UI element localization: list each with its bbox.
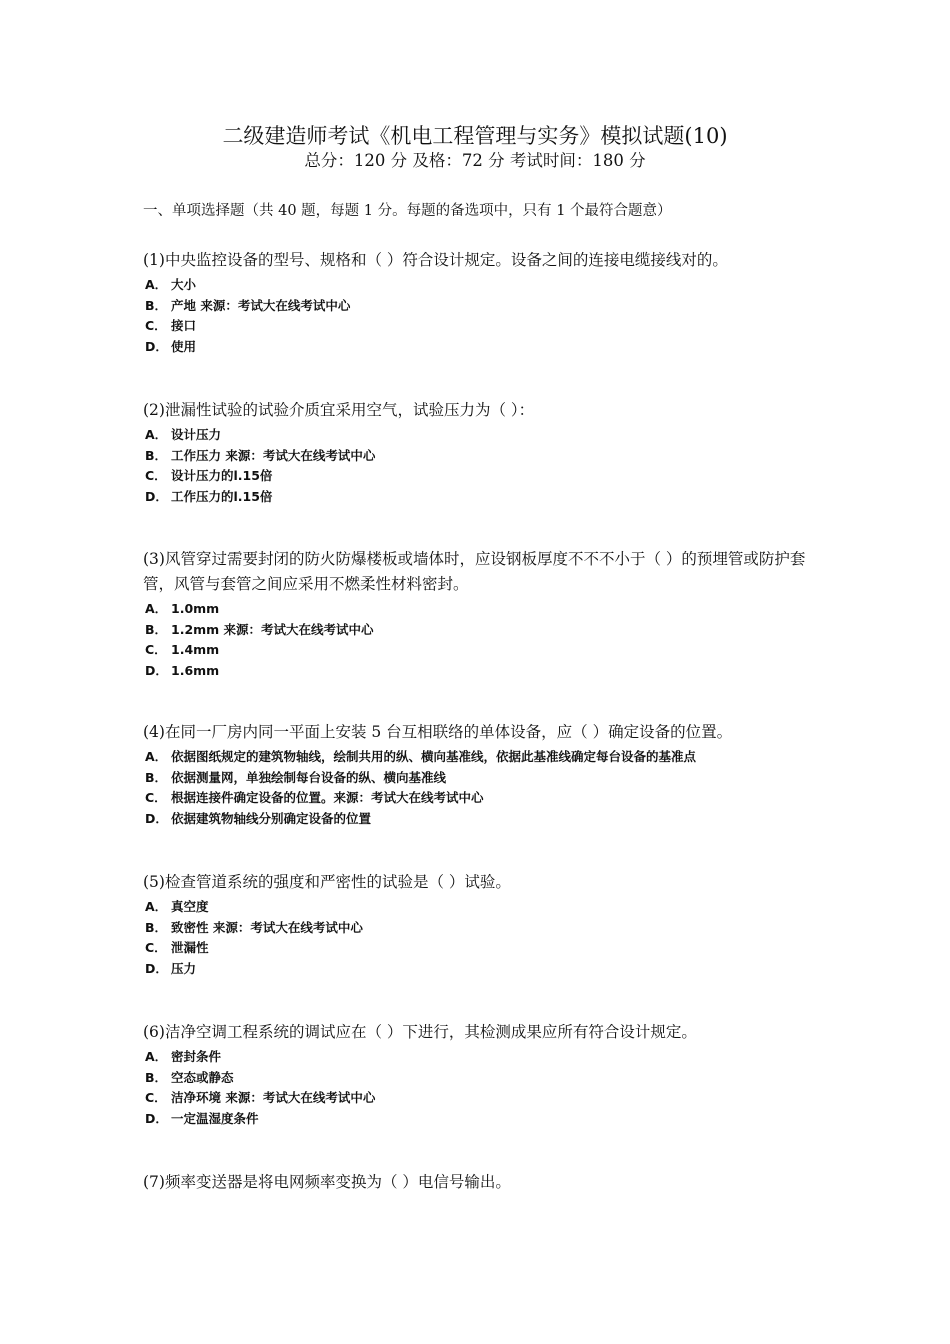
option-letter: B．	[145, 447, 168, 463]
option-letter: C．	[145, 1090, 167, 1105]
option-d[interactable]	[145, 487, 813, 508]
option-text: 空态或静态	[171, 1069, 234, 1085]
option-c[interactable]	[145, 938, 813, 959]
question-stem: (4)在同一厂房内同一平面上安装 5 台互相联络的单体设备，应（ ）确定设备的位置。	[143, 723, 733, 741]
question-2	[143, 398, 813, 507]
question-stem: (3)风管穿过需要封闭的防火防爆楼板或墙体时，应设钢板厚度不不不小于（ ）的预埋管或防护套管，风管与套管之间应采用不燃柔性材料密封。	[143, 550, 806, 593]
question-5	[143, 870, 813, 979]
option-a[interactable]	[145, 1047, 813, 1068]
option-text: 接口	[171, 318, 197, 333]
question-3	[143, 547, 813, 681]
option-b[interactable]	[145, 446, 813, 467]
option-text: 依据测量网，单独绘制每台设备的纵、横向基准线	[171, 769, 447, 785]
option-letter: B．	[145, 1069, 168, 1085]
question-6	[143, 1020, 813, 1129]
question-1	[143, 248, 813, 357]
option-c[interactable]	[145, 466, 813, 487]
option-d[interactable]	[145, 337, 813, 358]
option-text: 真空度	[171, 899, 209, 914]
option-text: 1.0mm	[171, 601, 220, 616]
option-a[interactable]	[145, 747, 813, 768]
question-stem: (2)泄漏性试验的试验介质宜采用空气，试验压力为（ ）：	[143, 401, 535, 419]
option-letter: C．	[145, 468, 167, 483]
section-heading: 一、单项选择题（共 40 题，每题 1 分。每题的备选项中，只有 1 个最符合题意）	[143, 203, 672, 219]
option-text: 依据建筑物轴线分别确定设备的位置	[171, 810, 372, 826]
option-letter: A．	[145, 1049, 168, 1064]
question-stem: (7)频率变送器是将电网频率变换为（ ）电信号输出。	[143, 1173, 511, 1191]
option-letter: A．	[145, 899, 168, 914]
option-d[interactable]	[145, 661, 813, 682]
option-text: 大小	[171, 277, 197, 292]
option-text: 使用	[171, 338, 197, 354]
option-letter: A．	[145, 277, 168, 292]
option-b[interactable]	[145, 918, 813, 939]
option-letter: C．	[145, 790, 167, 805]
option-letter: D．	[145, 338, 168, 354]
option-letter: B．	[145, 297, 168, 313]
question-stem: (6)洁净空调工程系统的调试应在（ ）下进行，其检测成果应所有符合设计规定。	[143, 1023, 697, 1041]
option-c[interactable]	[145, 1088, 813, 1109]
option-text: 设计压力	[171, 427, 222, 442]
option-letter: D．	[145, 662, 168, 678]
option-text: 1.4mm	[171, 642, 220, 657]
option-letter: A．	[145, 601, 168, 616]
option-c[interactable]	[145, 640, 813, 661]
option-letter: D．	[145, 488, 168, 504]
option-text: 工作压力 来源：考试大在线考试中心	[171, 447, 376, 463]
exam-info: 总分：120 分 及格：72 分 考试时间：180 分	[304, 151, 646, 170]
option-b[interactable]	[145, 768, 813, 789]
option-text: 根据连接件确定设备的位置。来源：考试大在线考试中心	[171, 790, 484, 805]
option-c[interactable]	[145, 316, 813, 337]
option-text: 工作压力的l.15倍	[171, 488, 273, 504]
option-text: 设计压力的l.15倍	[171, 468, 273, 483]
option-b[interactable]	[145, 620, 813, 641]
option-letter: A．	[145, 427, 168, 442]
question-stem: (1)中央监控设备的型号、规格和（ ）符合设计规定。设备之间的连接电缆接线对的。	[143, 251, 728, 269]
option-b[interactable]	[145, 1068, 813, 1089]
option-letter: D．	[145, 960, 168, 976]
option-d[interactable]	[145, 959, 813, 980]
option-a[interactable]	[145, 897, 813, 918]
option-a[interactable]	[145, 599, 813, 620]
option-b[interactable]	[145, 296, 813, 317]
option-a[interactable]	[145, 425, 813, 446]
option-letter: C．	[145, 940, 167, 955]
option-text: 洁净环境 来源：考试大在线考试中心	[171, 1090, 376, 1105]
option-letter: C．	[145, 642, 167, 657]
option-a[interactable]	[145, 275, 813, 296]
option-d[interactable]	[145, 809, 813, 830]
document-title: 二级建造师考试《机电工程管理与实务》模拟试题(10)	[222, 124, 728, 148]
option-text: 产地 来源：考试大在线考试中心	[171, 297, 351, 313]
option-letter: C．	[145, 318, 167, 333]
option-text: 密封条件	[171, 1049, 222, 1064]
option-letter: D．	[145, 810, 168, 826]
option-c[interactable]	[145, 788, 813, 809]
option-text: 1.6mm	[171, 662, 220, 678]
option-text: 一定温湿度条件	[171, 1110, 259, 1126]
option-text: 泄漏性	[171, 940, 209, 955]
option-letter: B．	[145, 621, 168, 637]
question-stem: (5)检查管道系统的强度和严密性的试验是（ ）试验。	[143, 873, 511, 891]
option-d[interactable]	[145, 1109, 813, 1130]
option-letter: D．	[145, 1110, 168, 1126]
option-text: 致密性 来源：考试大在线考试中心	[171, 919, 363, 935]
option-text: 压力	[171, 960, 197, 976]
option-text: 1.2mm 来源：考试大在线考试中心	[171, 621, 374, 637]
option-letter: A．	[145, 749, 168, 764]
question-7	[143, 1170, 813, 1197]
option-text: 依据图纸规定的建筑物轴线，绘制共用的纵、横向基准线，依据此基准线确定每台设备的基准点	[171, 749, 697, 764]
option-letter: B．	[145, 769, 168, 785]
question-4	[143, 720, 813, 829]
option-letter: B．	[145, 919, 168, 935]
